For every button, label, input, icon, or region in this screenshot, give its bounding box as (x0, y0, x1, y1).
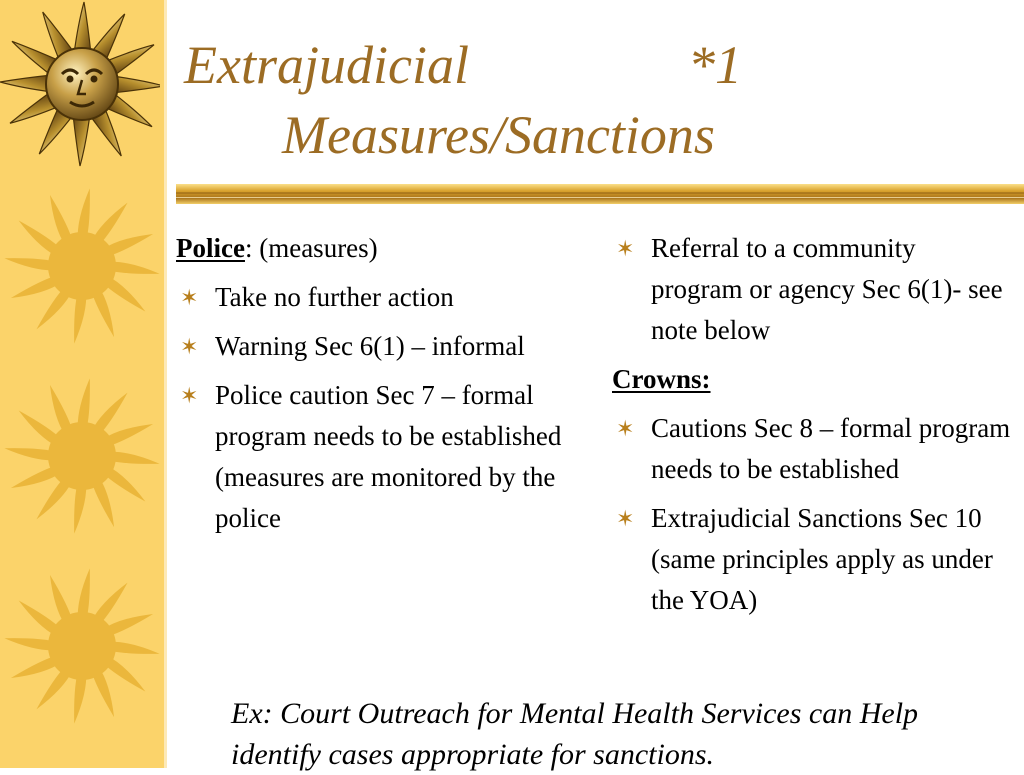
police-heading (176, 228, 576, 269)
list-item-text: Cautions Sec 8 – formal program needs to be established (651, 413, 1011, 484)
police-heading-suffix: : (measures) (244, 233, 378, 263)
list-item (176, 375, 576, 539)
star-bullet-icon: ✶ (180, 285, 199, 310)
sun-icon (4, 558, 160, 738)
referral-list (612, 228, 1012, 351)
crowns-heading (612, 359, 1012, 400)
list-item (176, 277, 576, 318)
list-item-text: Referral to a community program or agency Sec 6(1)- see note below (651, 233, 1003, 345)
crowns-heading-label: Crowns: (612, 364, 711, 394)
sun-face-icon (0, 0, 160, 170)
star-bullet-icon: ✶ (180, 383, 199, 408)
title-main: Extrajudicial (184, 35, 469, 95)
list-item-text: Extrajudicial Sanctions Sec 10 (same principles apply as under the YOA) (651, 503, 993, 615)
list-item (612, 228, 1012, 351)
star-bullet-icon: ✶ (616, 416, 635, 441)
slide-title (184, 30, 742, 170)
sidebar-edge (164, 0, 167, 768)
crowns-measures-list (612, 408, 1012, 621)
sun-icon (4, 178, 160, 358)
list-item-text: Warning Sec 6(1) – informal (215, 331, 525, 361)
sun-icon (4, 368, 160, 548)
star-bullet-icon: ✶ (616, 506, 635, 531)
right-column (612, 228, 1012, 629)
star-bullet-icon: ✶ (180, 334, 199, 359)
list-item (176, 326, 576, 367)
star-bullet-icon: ✶ (616, 236, 635, 261)
police-heading-label: Police (176, 233, 245, 263)
title-line-two: Measures/Sanctions (282, 105, 715, 165)
list-item (612, 498, 1012, 621)
title-reference: *1 (688, 35, 742, 95)
left-column (176, 228, 576, 547)
police-measures-list (176, 277, 576, 539)
example-note: Ex: Court Outreach for Mental Health Services can Help identify cases appropriate for sanctions. (231, 697, 919, 771)
list-item-text: Police caution Sec 7 – formal program needs to be established (measures are monitored by the police (215, 380, 562, 533)
list-item (612, 408, 1012, 490)
list-item-text: Take no further action (215, 282, 454, 312)
title-divider (176, 182, 1024, 206)
sidebar-panel (0, 0, 164, 768)
